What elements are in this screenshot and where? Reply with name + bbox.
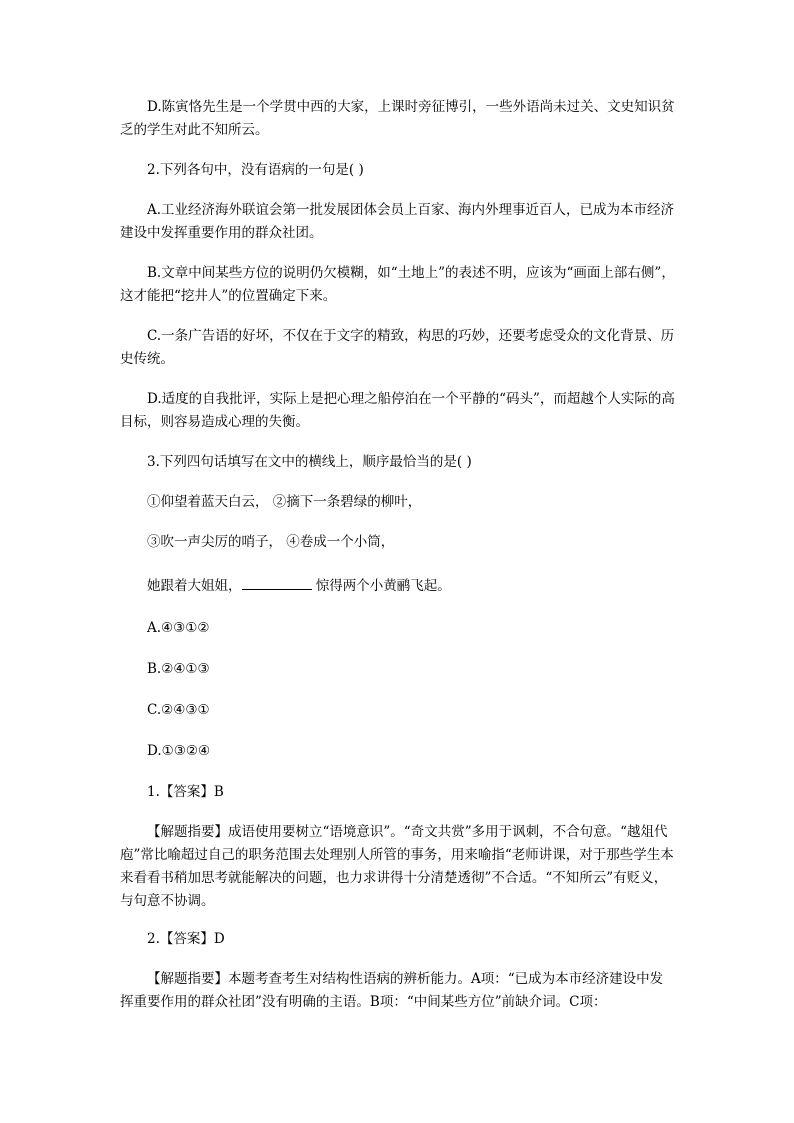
q3-line-3 bbox=[120, 575, 676, 598]
answer-2: 2.【答案】D bbox=[147, 931, 225, 947]
q3-option-b: B.②④①③ bbox=[147, 661, 210, 677]
q2-option-b: B.文章中间某些方位的说明仍欠模糊，如“土地上”的表述不明，应该为“画面上部右侧”，这才能把“挖井人”的位置确定下来。 bbox=[120, 265, 675, 304]
q2-option-d: D.适度的自我批评，实际上是把心理之船停泊在一个平静的“码头”，而超越个人实际的高目标，则容易造成心理的失衡。 bbox=[120, 391, 675, 430]
q3-line-3-before: 她跟着大姐姐， bbox=[147, 578, 242, 594]
answer-1: 1.【答案】B bbox=[147, 784, 224, 800]
q3-line-2: ③吹一声尖厉的哨子， ④卷成一个小筒， bbox=[147, 534, 395, 550]
q3-stem: 3.下列四句话填写在文中的横线上，顺序最恰当的是( ) bbox=[147, 454, 472, 470]
answer-1-explanation: 【解题指要】成语使用要树立“语境意识”。“奇文共赏”多用于讽刺，不合句意。“越俎代庖”常比喻超过自己的职务范围去处理别人所管的事务，用来喻指“老师讲课，对于那些学生本来看看书稍加思考就能解决的问题，也力求讲得十分清楚透彻”不合适。“不知所云”有贬义，与句意不协调。 bbox=[120, 824, 674, 909]
q1-option-d: D.陈寅恪先生是一个学贯中西的大家，上课时旁征博引，一些外语尚未过关、文史知识贫乏的学生对此不知所云。 bbox=[120, 99, 675, 138]
answer-2-explanation: 【解题指要】本题考查考生对结构性语病的辨析能力。A项：“已成为本市经济建设中发挥重要作用的群众社团”没有明确的主语。B项：“中间某些方位”前缺介词。C项： bbox=[120, 971, 664, 1010]
q3-option-d: D.①③②④ bbox=[147, 743, 211, 759]
fill-in-blank bbox=[242, 575, 312, 590]
q3-option-c: C.②④③① bbox=[147, 702, 210, 718]
q3-line-3-after: 惊得两个小黄鹂飞起。 bbox=[311, 578, 451, 594]
q2-option-a: A.工业经济海外联谊会第一批发展团体会员上百家、海内外理事近百人，已成为本市经济建设中发挥重要作用的群众社团。 bbox=[120, 202, 675, 241]
q2-stem: 2.下列各句中，没有语病的一句是( ) bbox=[147, 162, 364, 178]
q2-option-c: C.一条广告语的好坏，不仅在于文字的精致，构思的巧妙，还要考虑受众的文化背景、历史传统。 bbox=[120, 328, 675, 367]
q3-line-1: ①仰望着蓝天白云， ②摘下一条碧绿的柳叶， bbox=[147, 494, 422, 510]
q3-option-a: A.④③①② bbox=[147, 620, 210, 636]
